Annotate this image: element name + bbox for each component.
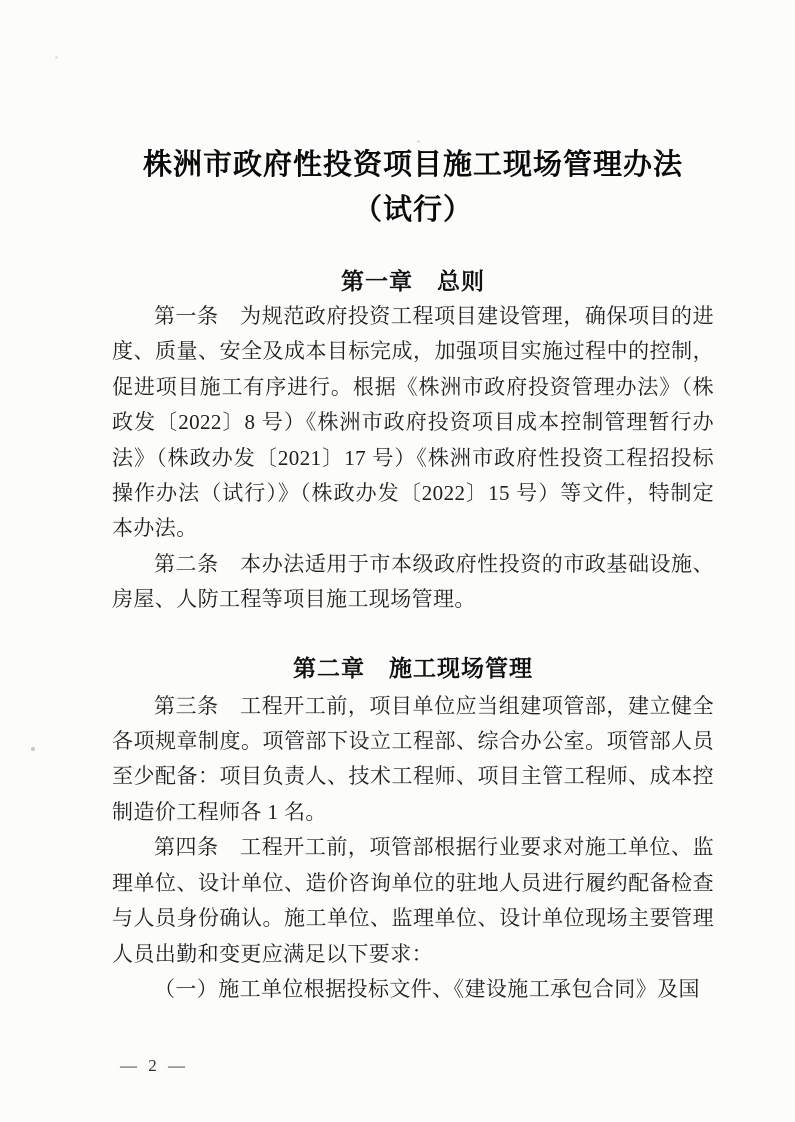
chapter-2-heading: 第二章 施工现场管理	[293, 654, 533, 681]
document-title-line1: 株洲市政府性投资项目施工现场管理办法	[142, 149, 683, 181]
article-4-paragraph: 第四条 工程开工前，项管部根据行业要求对施工单位、监理单位、设计单位、造价咨询单位的驻地人员进行履约配备检查与人员身份确认。施工单位、监理单位、设计单位现场主要管理人员出勤和变更应满足以下要求：	[112, 835, 714, 966]
article-2-paragraph: 第二条 本办法适用于市本级政府性投资的市政基础设施、房屋、人防工程等项目施工现场管理。	[112, 551, 714, 612]
article-4-item-1-paragraph: （一）施工单位根据投标文件、《建设施工承包合同》及国	[154, 976, 700, 1001]
scan-speck	[31, 747, 35, 751]
article-3-paragraph: 第三条 工程开工前，项目单位应当组建项管部，建立健全各项规章制度。项管部下设立工程部、综合办公室。项管部人员至少配备：项目负责人、技术工程师、项目主管工程师、成本控制造价工程师各 1 名。	[112, 693, 714, 824]
chapter-1-heading: 第一章 总则	[341, 268, 485, 294]
document-title-line2: （试行）	[352, 194, 473, 226]
article-1-paragraph: 第一条 为规范政府投资工程项目建设管理，确保项目的进度、质量、安全及成本目标完成，加强项目实施过程中的控制，促进项目施工有序进行。根据《株洲市政府投资管理办法》（株政发〔2022〕8 号）《株洲市政府投资项目成本控制管理暂行办法》（株政办发〔2021〕17 号）《株洲市政府性投资工程招投标操作办法（试行）》（株政办发〔2022〕15 号）等文件，特制定本办法。	[112, 304, 714, 541]
document-body	[112, 0, 714, 1007]
scan-speck	[55, 56, 58, 59]
page-number: — 2 —	[120, 1056, 186, 1075]
